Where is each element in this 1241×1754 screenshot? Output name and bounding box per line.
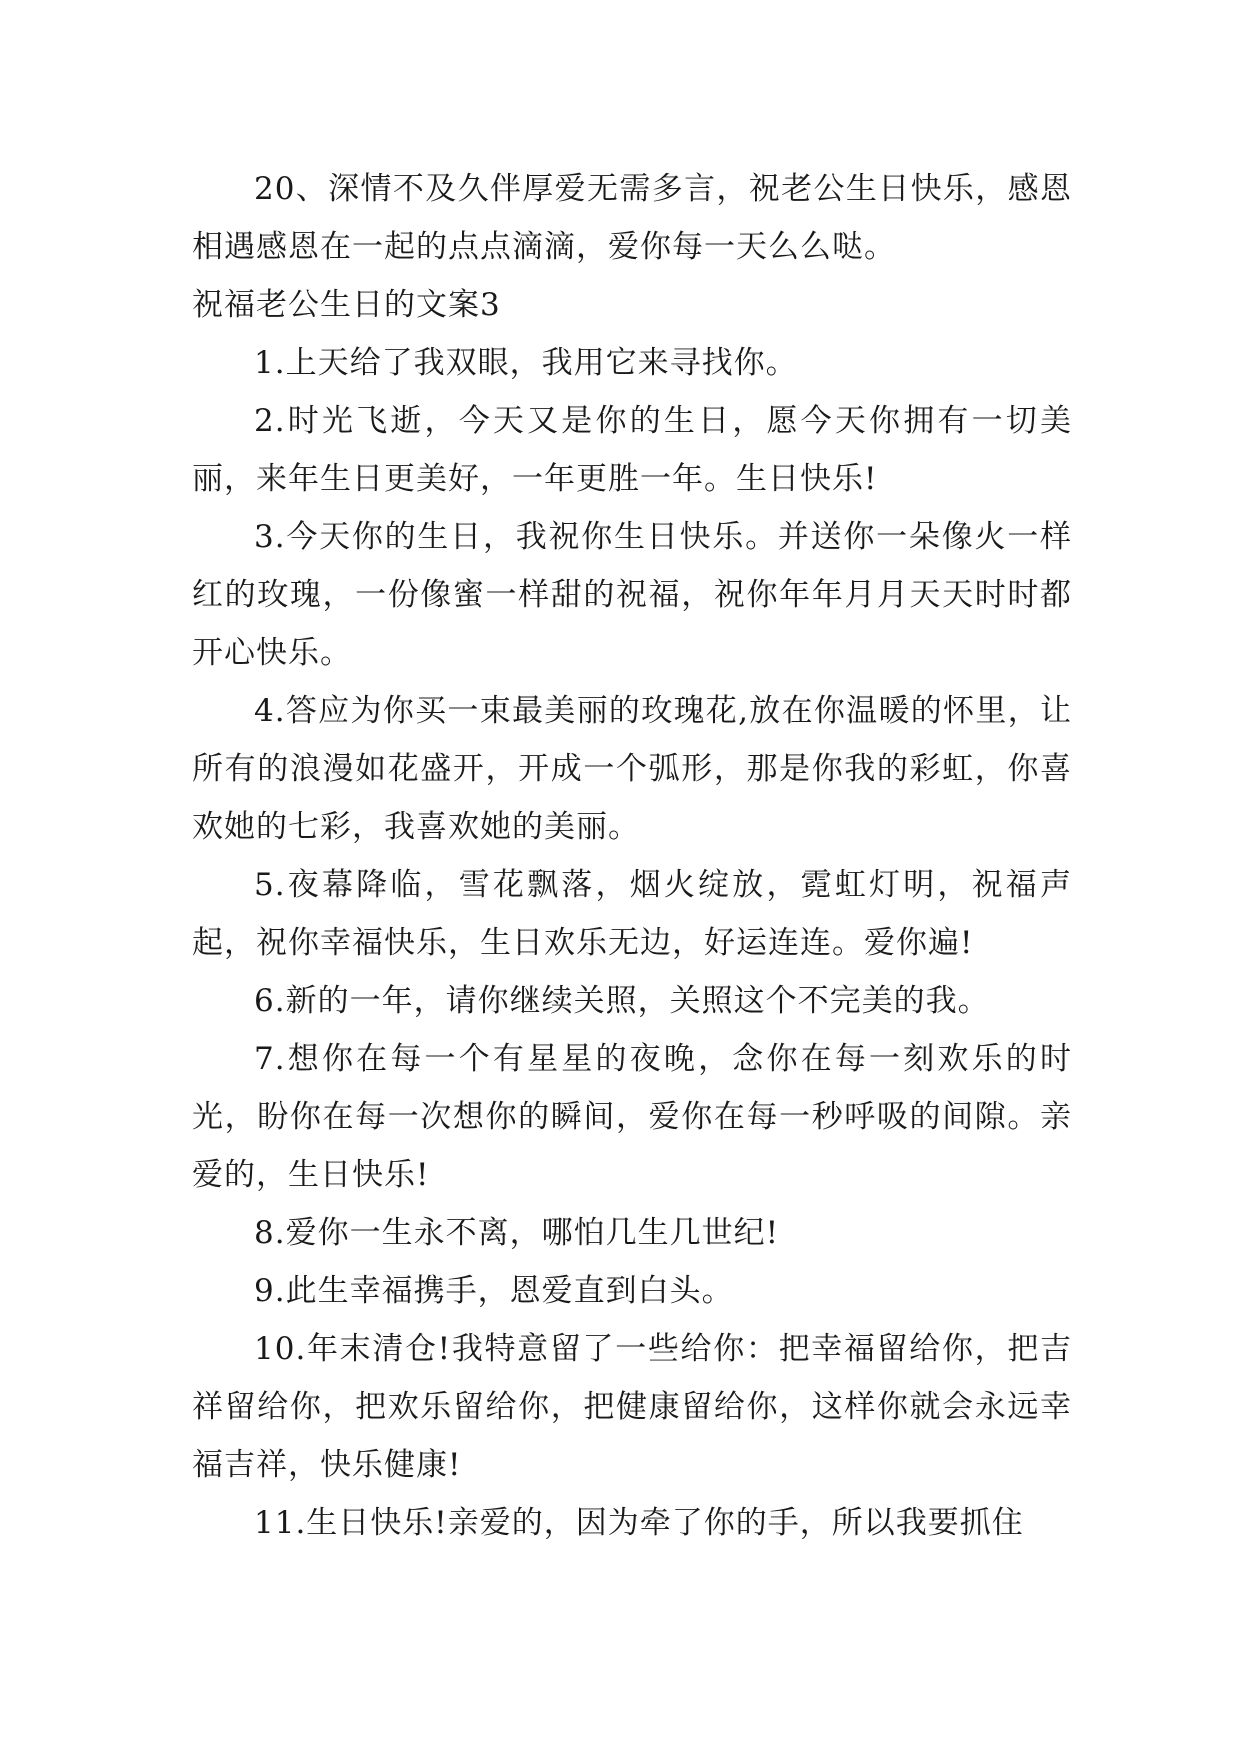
paragraph-11: 11.生日快乐!亲爱的，因为牵了你的手，所以我要抓住 bbox=[254, 1505, 1024, 1541]
paragraph-10: 10.年末清仓!我特意留了一些给你：把幸福留给你，把吉祥留给你，把欢乐留给你，把健康留给你，这样你就会永远幸福吉祥，快乐健康! bbox=[192, 1331, 1072, 1483]
paragraph-9: 9.此生幸福携手，恩爱直到白头。 bbox=[254, 1273, 734, 1309]
section-heading: 祝福老公生日的文案3 bbox=[192, 287, 501, 323]
document-body bbox=[192, 160, 1072, 1552]
paragraph-4: 4.答应为你买一束最美丽的玫瑰花,放在你温暖的怀里，让所有的浪漫如花盛开，开成一个弧形，那是你我的彩虹，你喜欢她的七彩，我喜欢她的美丽。 bbox=[192, 693, 1072, 845]
paragraph-20: 20、深情不及久伴厚爱无需多言，祝老公生日快乐，感恩相遇感恩在一起的点点滴滴，爱你每一天么么哒。 bbox=[192, 171, 1072, 265]
paragraph-6: 6.新的一年，请你继续关照，关照这个不完美的我。 bbox=[254, 983, 990, 1019]
paragraph-5: 5.夜幕降临，雪花飘落，烟火绽放，霓虹灯明，祝福声起，祝你幸福快乐，生日欢乐无边，好运连连。爱你遍! bbox=[192, 867, 1072, 961]
paragraph-3: 3.今天你的生日，我祝你生日快乐。并送你一朵像火一样红的玫瑰，一份像蜜一样甜的祝福，祝你年年月月天天时时都开心快乐。 bbox=[192, 519, 1072, 671]
paragraph-1: 1.上天给了我双眼，我用它来寻找你。 bbox=[254, 345, 798, 381]
paragraph-8: 8.爱你一生永不离，哪怕几生几世纪! bbox=[254, 1215, 780, 1251]
paragraph-2: 2.时光飞逝，今天又是你的生日，愿今天你拥有一切美丽，来年生日更美好，一年更胜一年。生日快乐! bbox=[192, 403, 1072, 497]
paragraph-7: 7.想你在每一个有星星的夜晚，念你在每一刻欢乐的时光，盼你在每一次想你的瞬间，爱你在每一秒呼吸的间隙。亲爱的，生日快乐! bbox=[192, 1041, 1072, 1193]
